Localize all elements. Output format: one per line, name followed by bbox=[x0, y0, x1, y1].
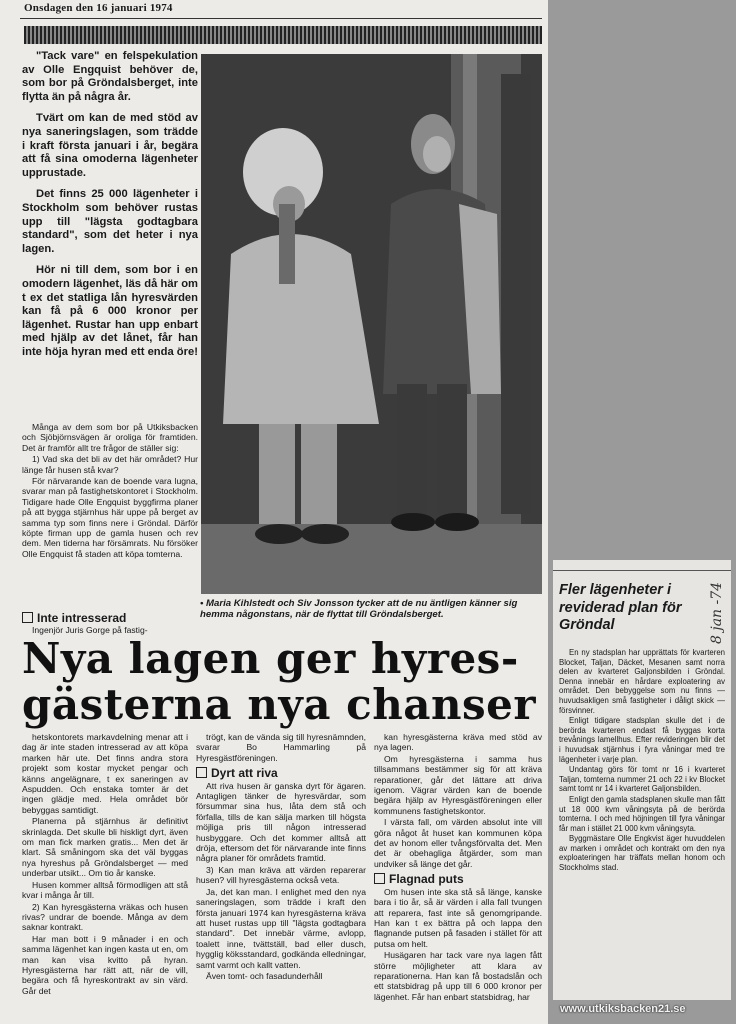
subhead-dyrt-att-riva: Dyrt att riva bbox=[196, 767, 366, 778]
square-bullet-icon bbox=[196, 767, 207, 778]
body-paragraph: Har man bott i 9 månader i en och samma lägenhet kan ingen kasta ut en, om man kan visa kvitto på hyran. Hyresgästerna har rätt att, när de vill, begära och få hyreskontrakt av sin värd. Går det bbox=[22, 933, 188, 996]
square-bullet-icon bbox=[374, 873, 385, 884]
body-paragraph: Om husen inte ska stå så länge, kanske bara i tio år, så är värden i alla fall tvungen att reparera, fast inte så genomgripande. Han kan t ex bättra på och lappa den flagnande putsen på fasaden i stället för att putsa om helt. bbox=[374, 886, 542, 949]
body-paragraph: Även tomt- och fasadunderhåll bbox=[206, 970, 323, 981]
clipping-fler-lagenheter bbox=[553, 560, 731, 1000]
photo-caption: • Maria Kihlstedt och Siv Jonsson tycker att de nu äntligen känner sig hemma någonstans, när de flyttat till Gröndalsberget. bbox=[200, 598, 518, 620]
body-paragraph: Enligt den gamla stadsplanen skulle man fått ut 18 000 kvm våningsyta på de berörda tomterna. I och med höjningen till fyra våningar får man i stället 21 000 kvm våningsyta. bbox=[559, 794, 725, 833]
body-paragraph: En ny stadsplan har upprättats för kvarteren Blocket, Taljan, Däcket, Mesanen samt norra delen av kvarteret Galjonsbilden i Gröndal. Denna innebär en hårdare exploatering av området. Den bebyggelse som nu finns — huvudsakligen små fastigheter i dåligt skick — försvinner. bbox=[559, 648, 725, 715]
body-paragraph: Om hyresgästerna i samma hus tillsammans bestämmer sig för att kräva reparationer, går det lättare att driva igenom. Vägrar värden kan de boende begära hjälp av Hyresgästföreningen eller kommunens fastighetskontor. bbox=[374, 753, 542, 816]
body-paragraph: Husägaren har tack vare nya lagen fått större möjligheter att klara av reparationerna. Han kan få bostadslån och ett statsbidrag på upp till 6 000 kronor per lägenhet. Får han enbart statsbidrag, har bbox=[374, 950, 542, 1002]
lede-paragraph: Tvärt om kan de med stöd av nya saneringslagen, som trädde i kraft första januari i år, begära att få sina omoderna lägenheter upprustade. bbox=[22, 112, 198, 179]
body-paragraph: Ingenjör Juris Gorge på fastig- bbox=[32, 625, 148, 636]
top-rule bbox=[20, 18, 542, 19]
body-paragraph: kan hyresgästerna kräva med stöd av nya lagen. bbox=[374, 732, 542, 753]
lede-column bbox=[22, 50, 198, 367]
photo-illustration bbox=[201, 54, 542, 594]
body-paragraph: trögt, kan de vända sig till hyresnämnden, svarar Bo Hammarling på Hyresgästföreningen. bbox=[196, 732, 366, 763]
body-paragraph: Ja, det kan man. I enlighet med den nya saneringslagen, som trädde i kraft den första januari 1974 kan hyresgästerna kräva att huset rustas upp till "lägsta godtagbara standard". Det innebär värme, avlopp, toalett inne, tvättställ, bad eller dusch, hygglig köksstandard, godkända elledningar, samt varmt och kallt vatten. bbox=[196, 886, 366, 970]
lede-paragraph: "Tack vare" en felspekulation av Olle Engquist behöver de, som bor på Gröndalsberget, inte flytta än på några år. bbox=[22, 50, 198, 103]
handwritten-date: 8 jan -74 bbox=[709, 581, 725, 644]
lede-paragraph: Det finns 25 000 lägenheter i Stockholm som behöver rustas upp till "lägsta godtagbara standard", som det heter i nya lagen. bbox=[22, 188, 198, 255]
body-paragraph: Planerna på stjärnhus är definitivt skrinlagda. Det skulle bli hiskligt dyrt, även om man fick marken gratis... Men det är klart. Så småningom ska det väl byggas nya hyreshus på Gröndalsberget — med underbar utsikt... Om tio år kanske. bbox=[22, 816, 188, 879]
body-paragraph: För närvarande kan de boende vara lugna, svarar man på fastighetskontoret i Stockholm. Tidigare hade Olle Engquist byggfirma planer på att bygga stjärnhus här uppe på berget av samma typ som finns nere i Gröndal. Därför köpte firman upp de gamla husen och rev dem. Men tiderna har försämrats. Nu försöker Olle Engquist få staden att köpa tomterna. bbox=[22, 476, 198, 559]
body-paragraph: 2) Kan hyresgästerna vräkas och husen rivas? undrar de boende. Många av dem saknar kontrakt. bbox=[22, 901, 188, 933]
subhead-flagnad-puts: Flagnad puts bbox=[374, 873, 542, 884]
body-column-3 bbox=[374, 732, 542, 1024]
body-paragraph: Många av dem som bor på Utkiksbacken och Sjöbjörnsvägen är oroliga för framtiden. Det är framför allt tre frågor de ställer sig: bbox=[22, 422, 198, 453]
body-paragraph: Husen kommer alltså förmodligen att stå kvar i många år till. bbox=[22, 879, 188, 901]
body-paragraph: Enligt tidigare stadsplan skulle det i de berörda kvarteren endast få byggas korta trevånings lamellhus. Efter revideringen blir det i huvudsak stjärnhus i fyra våningar med tre lägenheter i varje plan. bbox=[559, 716, 725, 764]
clipping-body bbox=[559, 648, 725, 993]
headline: Nya lagen ger hyres-gästerna nya chanser bbox=[22, 634, 536, 729]
body-column-2 bbox=[196, 732, 366, 1024]
body-column-1 bbox=[22, 732, 188, 1024]
square-bullet-icon bbox=[22, 612, 33, 623]
body-paragraph: 1) Vad ska det bli av det här området? Hur länge får husen stå kvar? bbox=[22, 454, 198, 475]
dateline: Onsdagen den 16 januari 1974 bbox=[24, 2, 173, 14]
clipping-headline: Fler lägenheter i reviderad plan för Gröndal bbox=[559, 582, 682, 633]
header-bar bbox=[24, 26, 542, 44]
watermark: www.utkiksbacken21.se bbox=[560, 1003, 686, 1015]
body-paragraph: Byggmästare Olle Engkvist äger huvuddelen av marken i området och kontrakt om den nya exploateringen har träffats mellan honom och Stockholms stad. bbox=[559, 834, 725, 873]
body-paragraph: I värsta fall, om värden absolut inte vill göra något åt huset kan kommunen köpa det av honom eller tvångsförvalta det. Men det är obehagliga åtgärder, som man undviker så länge det går. bbox=[374, 817, 542, 869]
photo-two-women bbox=[201, 54, 542, 594]
body-paragraph: Att riva husen är ganska dyrt för ägaren. Antagligen tänker de hyresvärdar, som försummar sina hus, låta dem stå och förfalla, tills de kan sälja marken till högsta möjliga pris till någon intresserad husbyggare. Och det kommer alltså att dröja, eftersom det för närvarande inte finns några planer för områdets framtid. bbox=[196, 780, 366, 864]
subhead-inte-intresserad: Inte intresserad bbox=[22, 612, 198, 623]
body-paragraph: Undantag görs för tomt nr 16 i kvarteret Taljan, tomterna nummer 21 och 22 i kv Blocket samt tomt nr 14 i kvarteret Galjonsbilden. bbox=[559, 765, 725, 794]
lede-paragraph: Hör ni till dem, som bor i en omodern lägenhet, läs då här om t ex det statliga lån hyresvärden kan få på 6 000 kronor per lägenhet. Rustar han upp enbart med hjälp av det lånet, får han inte höja hyran med ett enda öre! bbox=[22, 264, 198, 358]
body-paragraph: 3) Kan man kräva att värden reparerar husen? vill hyresgästerna också veta. bbox=[196, 864, 366, 886]
body-paragraph: hetskontorets markavdelning menar att i dag är inte staden intresserad av att köpa marken här ute. Det finns andra stora projekt som kostar mycket pengar och känns angelägnare, t ex saneringen av Aspudden. Och enstaka tomter är det ingen glädje med. Hela området bör bebyggas samtidigt. bbox=[22, 732, 188, 815]
left-body-column bbox=[22, 422, 198, 618]
